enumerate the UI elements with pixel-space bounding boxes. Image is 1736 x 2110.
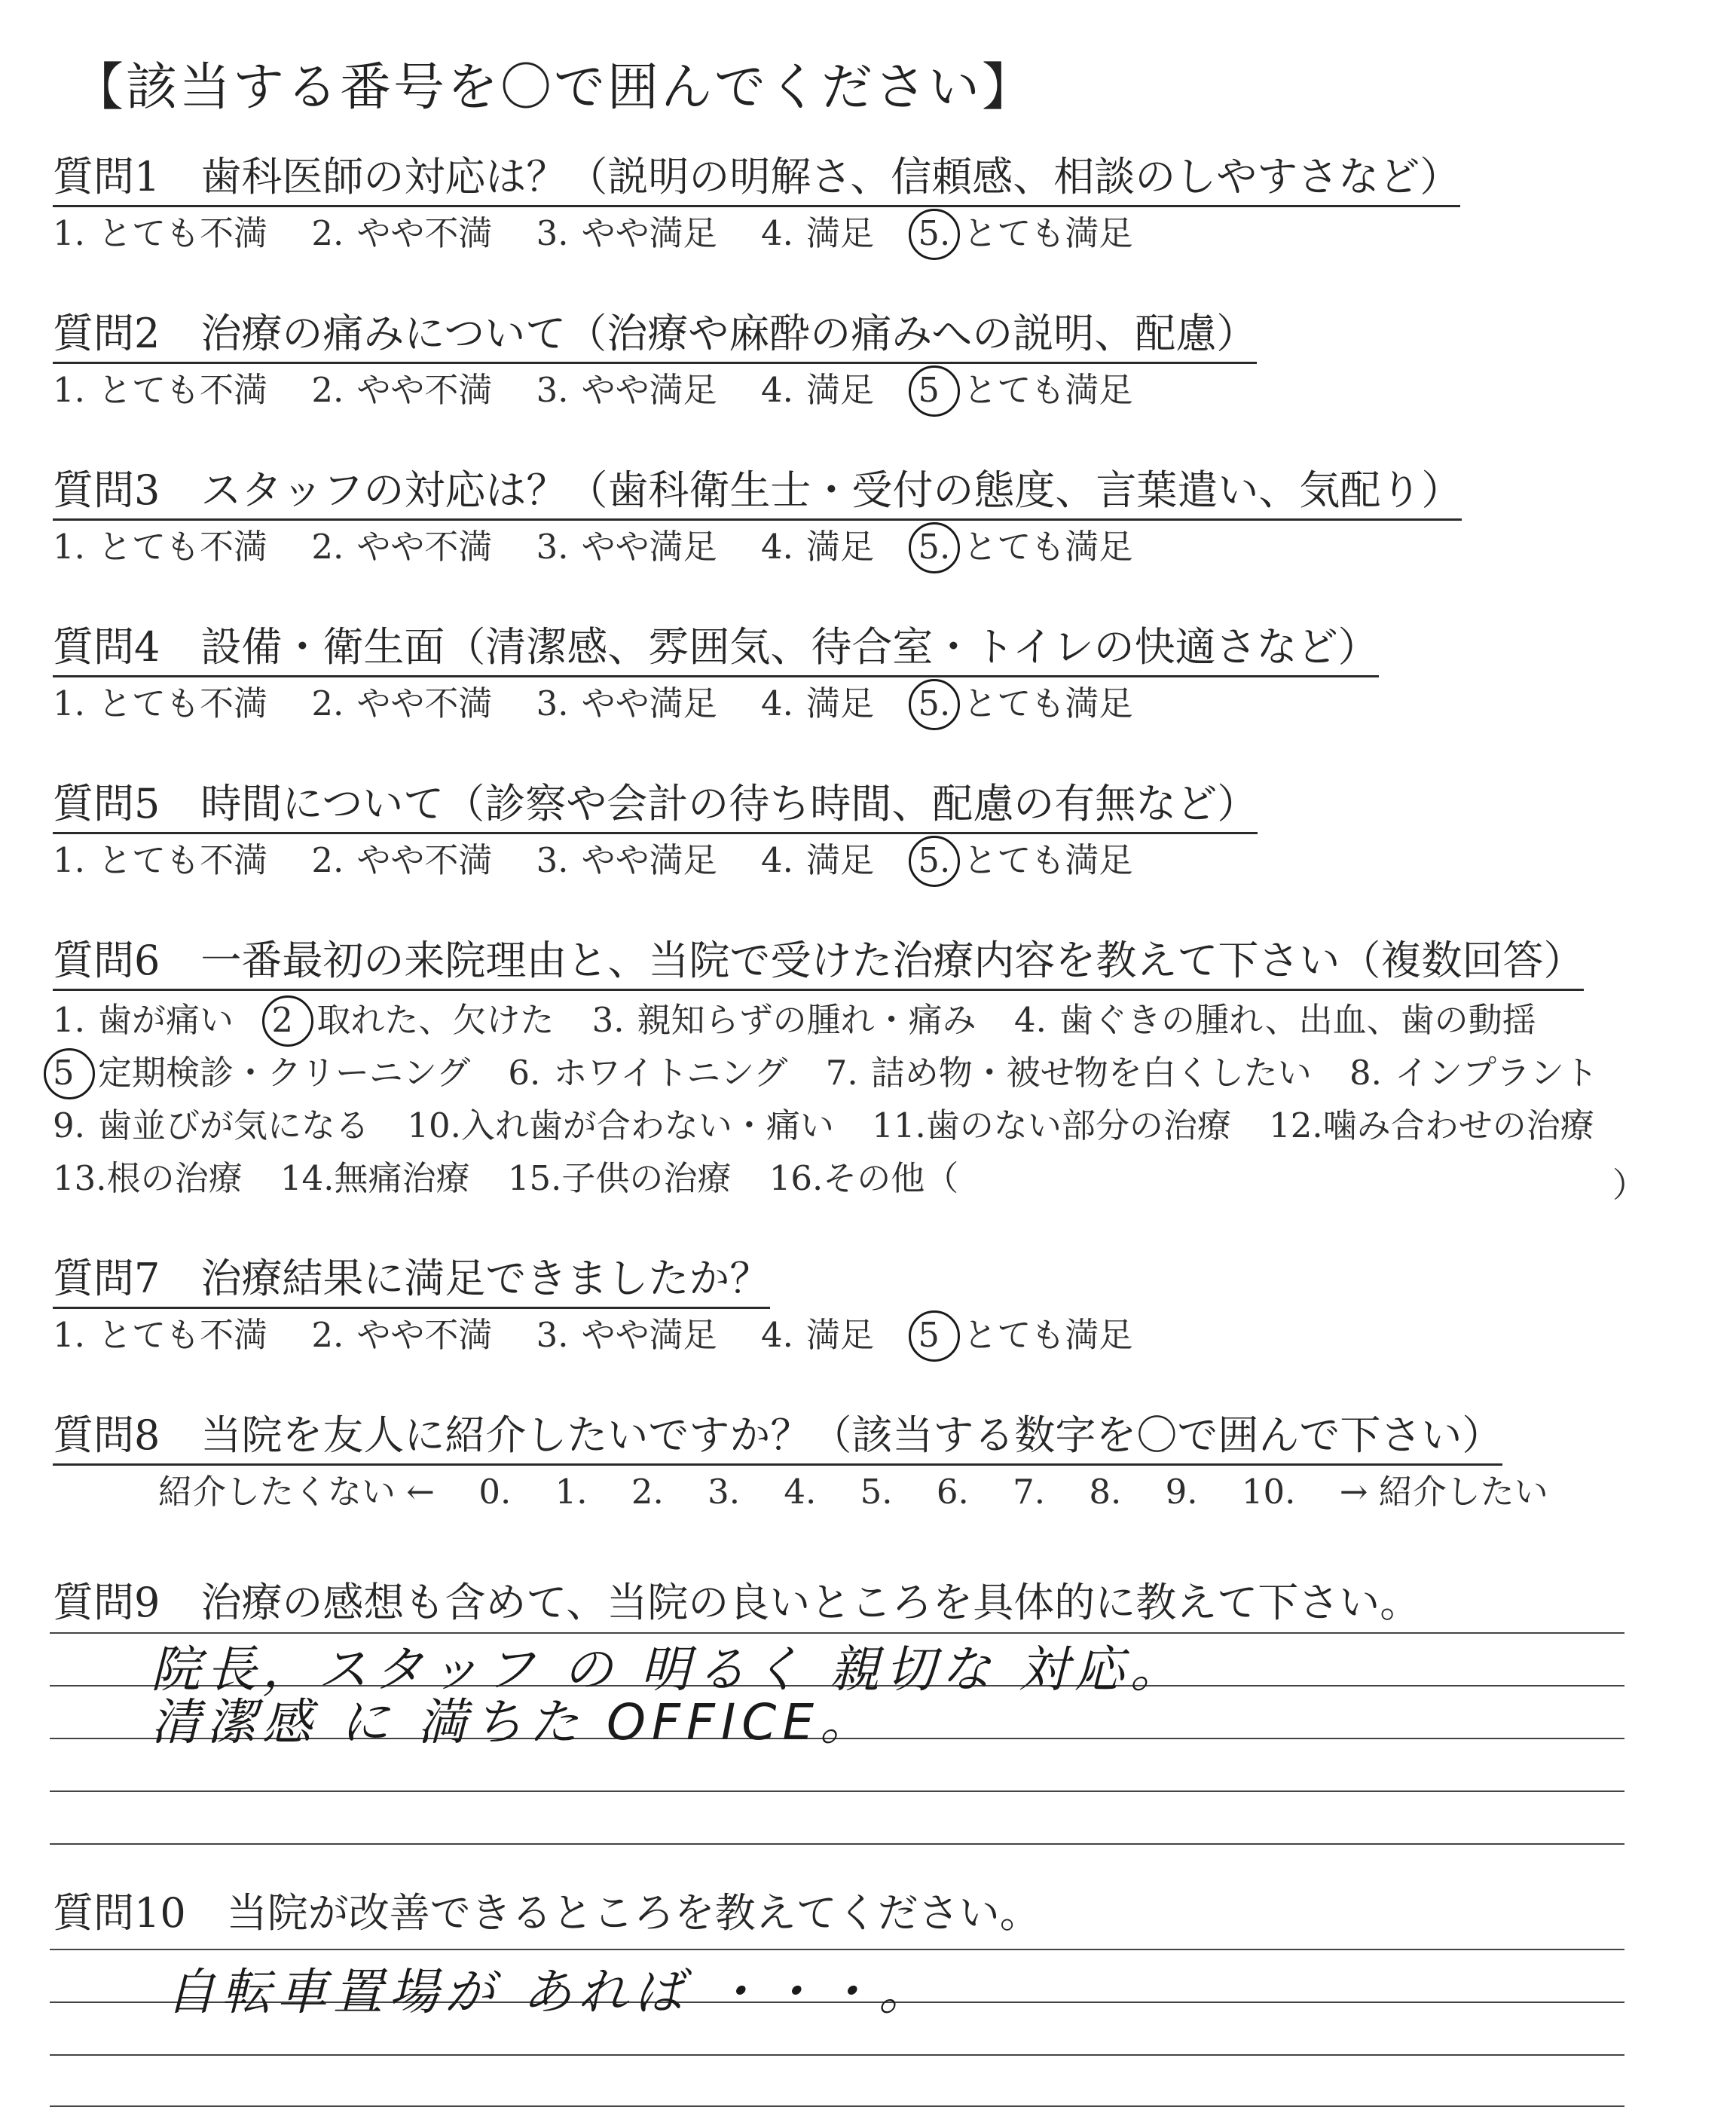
option-3[interactable]: 3. やや満足	[536, 213, 717, 253]
question-6-line-1	[53, 999, 1563, 1041]
option-1[interactable]: 1. とても不満	[53, 370, 268, 410]
scale-left-label: 紹介したくない ←	[158, 1472, 436, 1512]
option-3[interactable]: 3. やや満足	[536, 370, 717, 410]
option-5-selected[interactable]: 5. とても満足	[918, 840, 1133, 880]
option-5-selected[interactable]: 5. とても満足	[918, 527, 1133, 567]
option-5-selected[interactable]: 5. とても満足	[918, 213, 1133, 253]
question-6-line-3	[53, 1105, 1621, 1147]
option-3[interactable]: 3. やや満足	[536, 840, 717, 880]
question-7-options	[53, 1314, 1166, 1356]
q6-option-7[interactable]: 7. 詰め物・被せ物を白くしたい	[825, 1053, 1312, 1093]
q6-option-2-selected[interactable]: 2 取れた、欠けた	[271, 1000, 555, 1040]
q6-option-14[interactable]: 14.無痛治療	[280, 1158, 470, 1198]
q6-option-5-selected[interactable]: 5 定期検診・クリーニング	[53, 1053, 471, 1093]
q6-option-4[interactable]: 4. 歯ぐきの腫れ、出血、歯の動揺	[1013, 1000, 1536, 1040]
scale-6[interactable]: 6.	[936, 1472, 969, 1512]
q6-option-11[interactable]: 11.歯のない部分の治療	[872, 1105, 1231, 1145]
question-1-title: 質問1 歯科医師の対応は？（説明の明解さ、信頼感、相談のしやすさなど）	[53, 152, 1460, 207]
question-4-title: 質問4 設備・衛生面（清潔感、雰囲気、待合室・トイレの快適さなど）	[53, 622, 1379, 677]
question-4-options	[53, 683, 1166, 725]
option-2[interactable]: 2. やや不満	[311, 370, 493, 410]
q6-option-10[interactable]: 10.入れ歯が合わない・痛い	[407, 1105, 834, 1145]
scale-10[interactable]: 10.	[1241, 1472, 1296, 1512]
q6-option-15[interactable]: 15.子供の治療	[507, 1158, 732, 1198]
option-5-selected[interactable]: 5 とても満足	[918, 370, 1133, 410]
option-4[interactable]: 4. 満足	[760, 213, 874, 253]
scale-9[interactable]: 9.	[1165, 1472, 1198, 1512]
option-2[interactable]: 2. やや不満	[311, 1315, 493, 1355]
question-5-options	[53, 839, 1166, 882]
q6-option-12[interactable]: 12.噛み合わせの治療	[1269, 1105, 1594, 1145]
scale-3[interactable]: 3.	[708, 1472, 741, 1512]
q6-option-9[interactable]: 9. 歯並びが気になる	[53, 1105, 370, 1145]
option-3[interactable]: 3. やや満足	[536, 1315, 717, 1355]
scale-8[interactable]: 8.	[1089, 1472, 1122, 1512]
option-1[interactable]: 1. とても不満	[53, 1315, 268, 1355]
q9-handwritten-answer-line-2[interactable]: 清潔感 に 満ちた OFFICE。	[151, 1693, 876, 1751]
question-3-options	[53, 526, 1166, 568]
option-2[interactable]: 2. やや不満	[311, 527, 493, 567]
question-2-title: 質問2 治療の痛みについて（治療や麻酔の痛みへの説明、配慮）	[53, 309, 1257, 364]
option-2[interactable]: 2. やや不満	[311, 213, 493, 253]
answer-rule	[50, 1949, 1624, 1950]
answer-rule	[50, 2105, 1624, 2107]
question-5-title: 質問5 時間について（診察や会計の待ち時間、配慮の有無など）	[53, 779, 1258, 834]
form-header: 【該当する番号を〇で囲んでください】	[72, 58, 1036, 118]
question-8-scale	[158, 1471, 1582, 1513]
option-3[interactable]: 3. やや満足	[536, 683, 717, 723]
q6-other-close-paren: ）	[1612, 1165, 1647, 1205]
scale-5[interactable]: 5.	[860, 1472, 893, 1512]
option-1[interactable]: 1. とても不満	[53, 213, 268, 253]
scale-0[interactable]: 0.	[478, 1472, 512, 1512]
question-6-line-2	[53, 1052, 1625, 1094]
question-1-options	[53, 213, 1166, 255]
question-6-line-4	[53, 1157, 986, 1200]
scale-7[interactable]: 7.	[1013, 1472, 1046, 1512]
question-7-title: 質問7 治療結果に満足できましたか？	[53, 1254, 770, 1309]
scale-right-label: → 紹介したい	[1339, 1472, 1548, 1512]
q6-option-16[interactable]: 16.その他（	[769, 1158, 959, 1198]
option-3[interactable]: 3. やや満足	[536, 527, 717, 567]
question-3-title: 質問3 スタッフの対応は？（歯科衛生士・受付の態度、言葉遣い、気配り）	[53, 466, 1462, 521]
option-2[interactable]: 2. やや不満	[311, 840, 493, 880]
question-6-title: 質問6 一番最初の来院理由と、当院で受けた治療内容を教えて下さい（複数回答）	[53, 936, 1584, 991]
q6-option-6[interactable]: 6. ホワイトニング	[508, 1053, 788, 1093]
q6-option-8[interactable]: 8. インプラント	[1349, 1053, 1599, 1093]
q6-option-3[interactable]: 3. 親知らずの腫れ・痛み	[591, 1000, 976, 1040]
scale-1[interactable]: 1.	[555, 1472, 588, 1512]
q6-option-13[interactable]: 13.根の治療	[53, 1158, 243, 1198]
option-4[interactable]: 4. 満足	[760, 683, 874, 723]
option-2[interactable]: 2. やや不満	[311, 683, 493, 723]
q10-handwritten-answer[interactable]: 自転車置場が あれば ・・・。	[166, 1963, 934, 2021]
answer-rule	[50, 1790, 1624, 1792]
option-4[interactable]: 4. 満足	[760, 840, 874, 880]
question-8-title: 質問8 当院を友人に紹介したいですか？（該当する数字を〇で囲んで下さい）	[53, 1411, 1502, 1466]
option-5-selected[interactable]: 5. とても満足	[918, 683, 1133, 723]
option-5-selected[interactable]: 5 とても満足	[918, 1315, 1133, 1355]
scale-2[interactable]: 2.	[631, 1472, 664, 1512]
question-10-title: 質問10 当院が改善できるところを教えてください。	[53, 1889, 1041, 1937]
answer-rule	[50, 1843, 1624, 1845]
question-2-options	[53, 369, 1166, 411]
question-9-title: 質問9 治療の感想も含めて、当院の良いところを具体的に教えて下さい。	[53, 1579, 1421, 1626]
option-1[interactable]: 1. とても不満	[53, 840, 268, 880]
q9-handwritten-answer-line-1[interactable]: 院長，スタッフ の 明るく 親切な 対応。	[151, 1641, 1186, 1699]
option-4[interactable]: 4. 満足	[760, 370, 874, 410]
option-4[interactable]: 4. 満足	[760, 1315, 874, 1355]
scale-4[interactable]: 4.	[784, 1472, 817, 1512]
q6-option-1[interactable]: 1. 歯が痛い	[53, 1000, 234, 1040]
option-4[interactable]: 4. 満足	[760, 527, 874, 567]
option-1[interactable]: 1. とても不満	[53, 683, 268, 723]
option-1[interactable]: 1. とても不満	[53, 527, 268, 567]
answer-rule	[50, 2054, 1624, 2056]
